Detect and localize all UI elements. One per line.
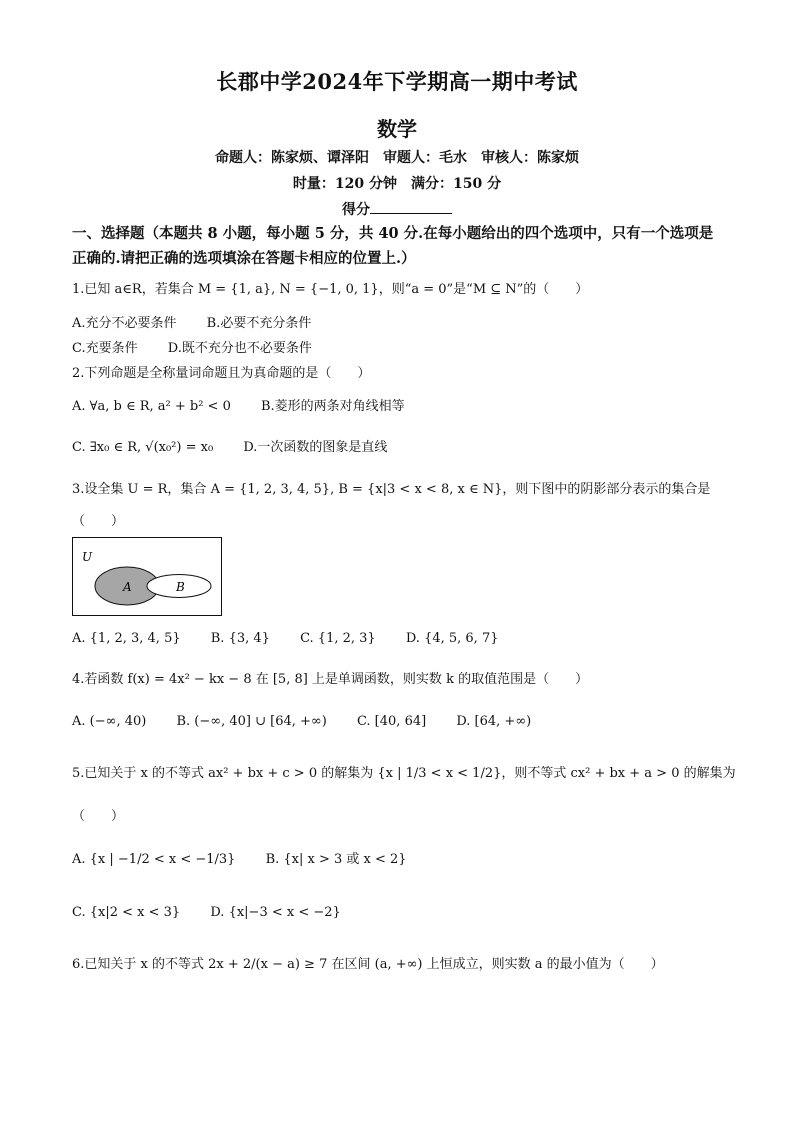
question-4-option-c: C. [40, 64] bbox=[356, 714, 427, 729]
question-3-option-d: D. {4, 5, 6, 7} bbox=[405, 631, 499, 646]
venn-set-a-label: A bbox=[123, 580, 132, 594]
question-1-stem: 1.已知 a∈R，若集合 M = {1, a}, N = {−1, 0, 1}，则“a = 0”是“M ⊆ N”的（ ） bbox=[72, 282, 589, 297]
question-3-option-b: B. {3, 4} bbox=[210, 631, 270, 646]
question-1-options-row-1 bbox=[72, 315, 722, 333]
question-5-option-c: C. {x|2 < x < 3} bbox=[72, 905, 181, 920]
question-4-option-d: D. [64, +∞) bbox=[456, 714, 532, 729]
question-2-options-row-1 bbox=[72, 398, 722, 416]
question-3-stem: 3.设全集 U = R，集合 A = {1, 2, 3, 4, 5}, B = {x|3 < x < 8, x ∈ N}，则下图中的阴影部分表示的集合是 bbox=[72, 482, 711, 497]
question-3-option-c: C. {1, 2, 3} bbox=[300, 631, 376, 646]
question-4-option-b: B. (−∞, 40] ∪ [64, +∞) bbox=[176, 714, 327, 729]
question-5-stem: 5.已知关于 x 的不等式 ax² + bx + c > 0 的解集为 {x | 1/3 < x < 1/2}，则不等式 cx² + bx + a > 0 的解集为 bbox=[72, 766, 736, 781]
venn-set-b-label: B bbox=[176, 580, 185, 594]
question-2-option-b: B.菱形的两条对角线相等 bbox=[261, 399, 405, 414]
question-4-option-a: A. (−∞, 40) bbox=[72, 714, 147, 729]
question-6-stem: 6.已知关于 x 的不等式 2x + 2/(x − a) ≥ 7 在区间 (a, +∞) 上恒成立，则实数 a 的最小值为（ ） bbox=[72, 957, 664, 972]
question-5-stem-cont: （ ） bbox=[72, 809, 125, 824]
question-3-options-row-1 bbox=[72, 630, 722, 648]
question-2-options-row-2 bbox=[72, 439, 722, 457]
section-heading: 一、选择题（本题共 8 小题，每小题 5 分，共 40 分.在每小题给出的四个选项中，只有一个选项是正确的.请把正确的选项填涂在答题卡相应的位置上.） bbox=[72, 225, 714, 267]
exam-time-score: 时量：120 分钟 满分：150 分 bbox=[292, 176, 502, 192]
question-1-options-row-2 bbox=[72, 340, 722, 358]
venn-diagram bbox=[72, 537, 222, 616]
question-5-options-row-1 bbox=[72, 851, 722, 869]
question-1-option-c: C.充要条件 bbox=[72, 341, 138, 356]
exam-authors: 命题人：陈家烦、谭泽阳 审题人：毛水 审核人：陈家烦 bbox=[215, 150, 579, 166]
question-3-stem-cont: （ ） bbox=[72, 514, 125, 529]
question-4-options-row-1 bbox=[72, 713, 722, 731]
question-4-stem: 4.若函数 f(x) = 4x² − kx − 8 在 [5, 8] 上是单调函数，则实数 k 的取值范围是（ ） bbox=[72, 672, 589, 687]
question-1-option-b: B.必要不充分条件 bbox=[206, 316, 312, 331]
question-1-option-d: D.既不充分也不必要条件 bbox=[167, 341, 312, 356]
score-label: 得分 bbox=[342, 202, 370, 218]
question-2-option-c: C. ∃x₀ ∈ R, √(x₀²) = x₀ bbox=[72, 440, 214, 455]
score-blank bbox=[370, 200, 452, 214]
question-5-option-b: B. {x| x > 3 或 x < 2} bbox=[265, 852, 407, 867]
exam-subject: 数学 bbox=[377, 117, 417, 141]
exam-title: 长郡中学2024年下学期高一期中考试 bbox=[216, 69, 578, 94]
question-5-option-a: A. {x | −1/2 < x < −1/3} bbox=[72, 852, 236, 867]
question-5-options-row-2 bbox=[72, 904, 722, 922]
question-3-option-a: A. {1, 2, 3, 4, 5} bbox=[72, 631, 181, 646]
question-1-option-a: A.充分不必要条件 bbox=[72, 316, 177, 331]
question-5-option-d: D. {x|−3 < x < −2} bbox=[210, 905, 341, 920]
question-2-option-d: D.一次函数的图象是直线 bbox=[243, 440, 388, 455]
venn-universe-label: U bbox=[82, 550, 93, 564]
question-2-option-a: A. ∀a, b ∈ R, a² + b² < 0 bbox=[72, 399, 231, 414]
score-field bbox=[0, 199, 794, 219]
question-2-stem: 2.下列命题是全称量词命题且为真命题的是（ ） bbox=[72, 366, 371, 381]
